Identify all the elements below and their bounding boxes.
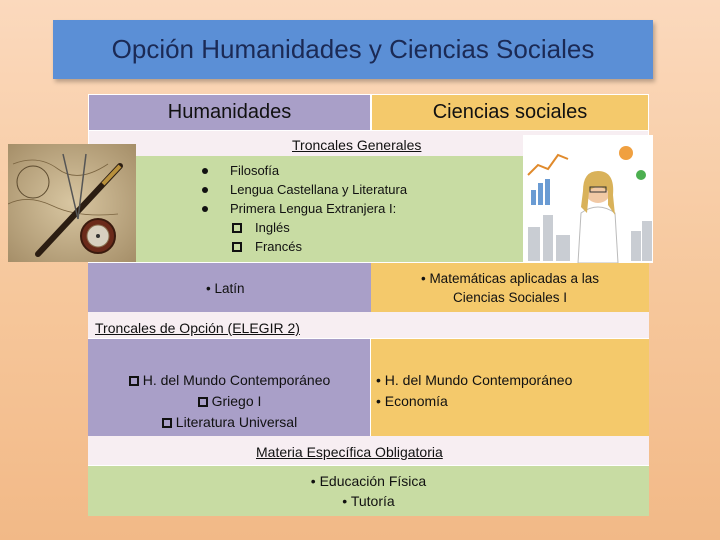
troncales-generales-title: Troncales Generales xyxy=(292,137,422,153)
list-item: • Economía xyxy=(376,393,448,409)
latin-text: • Latín xyxy=(206,281,245,296)
checkbox-bullet-icon xyxy=(198,397,208,407)
opcion-ciencias-list xyxy=(376,370,572,412)
list-item: Literatura Universal xyxy=(88,412,371,433)
checkbox-bullet-icon xyxy=(129,376,139,386)
list-subitem: Francés xyxy=(200,237,407,256)
slide-title: Opción Humanidades y Ciencias Sociales xyxy=(53,20,653,79)
checkbox-bullet-icon xyxy=(232,242,242,252)
list-item: Lengua Castellana y Literatura xyxy=(200,180,407,199)
header-humanidades: Humanidades xyxy=(88,94,371,131)
list-item: Primera Lengua Extranjera I: xyxy=(200,199,407,218)
matematicas-text: • Matemáticas aplicadas a las Ciencias Sociales I xyxy=(420,271,600,305)
compass-map-image xyxy=(8,144,136,262)
troncales-generales-list xyxy=(200,161,407,256)
list-item: • H. del Mundo Contemporáneo xyxy=(376,372,573,388)
bullet-icon xyxy=(202,187,208,193)
checkbox-bullet-icon xyxy=(232,223,242,233)
list-item: • Tutoría xyxy=(342,493,395,509)
materia-especifica-title: Materia Específica Obligatoria xyxy=(256,444,443,460)
header-ciencias-sociales: Ciencias sociales xyxy=(371,94,649,131)
bullet-icon xyxy=(202,168,208,174)
list-item: • Educación Física xyxy=(310,473,427,489)
list-item: H. del Mundo Contemporáneo xyxy=(88,370,371,391)
list-subitem: Inglés xyxy=(200,218,407,237)
checkbox-bullet-icon xyxy=(162,418,172,428)
opcion-humanidades-list xyxy=(88,370,371,433)
list-item: Filosofía xyxy=(200,161,407,180)
troncales-opcion-title: Troncales de Opción (ELEGIR 2) xyxy=(95,320,300,336)
bullet-icon xyxy=(202,206,208,212)
materia-especifica-list xyxy=(88,471,649,511)
list-item: Griego I xyxy=(88,391,371,412)
businesswoman-charts-image xyxy=(523,135,653,263)
